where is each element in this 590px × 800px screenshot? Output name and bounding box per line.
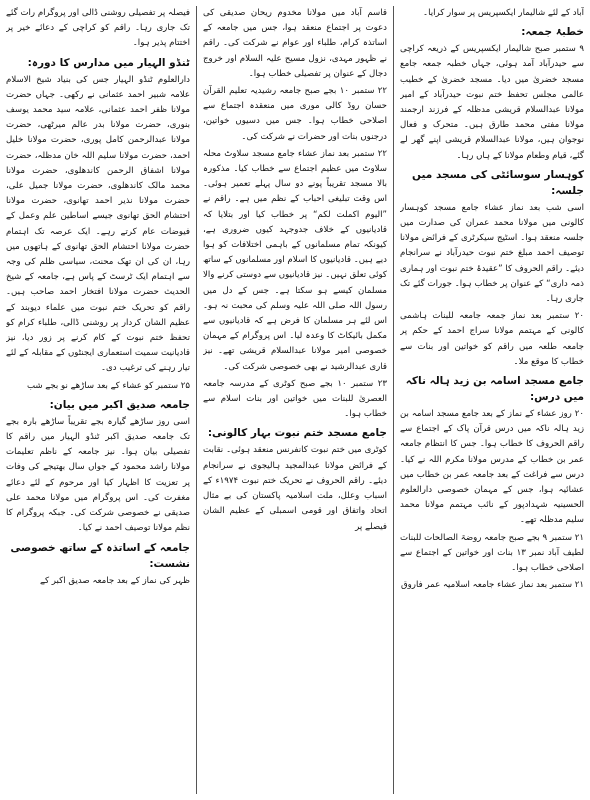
paragraph: اسی روز ساڑھے گیارہ بجے تقریباً ساڑھے بارہ بجے تک جامعہ صدیق اکبر ٹنڈو الہیار میں راقم کا تفصیلی بیان ہوا۔ نیز جامعہ کے ناظم تعلیمات مولانا راشد محمود کے جواں سال بھتیجے کی وفات پر تعزیت کا اظہار کیا اور مرحوم کے لئے دعائے مغفرت کی۔ اس پروگرام میں مولانا محمد علی صدیقی نے خصوصی شرکت کی۔ جبکہ پروگرام کا نظم مولانا توصیف احمد نے کیا۔ [6, 416, 190, 534]
section-heading: خطبۂ جمعہ: [521, 26, 584, 39]
paragraph: آباد کے لئے شالیمار ایکسپریس پر سوار کرایا۔ [423, 8, 584, 18]
column-divider [196, 6, 197, 794]
paragraph: ۹ ستمبر صبح شالیمار ایکسپریس کے ذریعہ کراچی سے حیدرآباد آمد ہوئی، جہاں خطبہ جمعہ جامع مسجد خضریٰ میں دیا۔ مسجد خضریٰ کے خطیب عالمی مجلس تحفظ ختم نبوت حیدرآباد کے امیر مولانا عبدالسلام قریشی مدظلہ کے فرزند ارجمند مولانا مفتی محمد طارق ہیں۔ متحرک و فعال نوجوان ہیں، مولانا عبدالسلام قریشی اپنے گھر لے گئے، قیام وطعام مولانا کے ہاں رہا۔ [400, 44, 584, 161]
paragraph: ظہر کی نماز کے بعد جامعہ صدیق اکبر کے [39, 575, 190, 586]
paragraph: ۲۱ ستمبر ۹ بجے صبح جامعہ روضۃ الصالحات للبنات لطیف آباد نمبر ۱۳ بنات اور خواتین کے اجتماع سے اصلاحی خطاب ہوا۔ [400, 532, 584, 574]
section-heading: جامع مسجد ختم نبوت بہار کالونی: [207, 427, 387, 440]
section-heading: جامعہ صدیق اکبر میں بیان: [49, 398, 190, 411]
paragraph: ۲۲ ستمبر بعد نماز عشاء جامع مسجد سلاوٹ محلہ سلاوٹ میں عظیم اجتماع سے خطاب کیا۔ مذکورہ بالا مسجد تقریباً پونے دو سال پہلے تعمیر ہوئی۔ اس وقت تبلیغی احباب کے نظم میں ہے۔ راقم نے ”الیوم اکملت لکم“ پر خطاب کیا اور بتلایا کہ قادیانیوں کے خلاف جدوجہد کیوں ضروری ہے، کیونکہ تمام مسلمانوں کے باہمی اختلافات کو ہوا دیے ہیں۔ قادیانیوں کا اسلام اور مسلمانوں کے ساتھ کوئی تعلق نہیں۔ نیز قادیانیوں سے دوستی کرنے والا مسلمان کیسے ہو سکتا ہے۔ جس کے دل میں رسول اللہ صلی اللہ علیہ وسلم کی محبت نہ ہو۔ اس لئے ہر مسلمان کا فرض ہے کہ قادیانیوں سے مکمل بائیکاٹ کا وعدہ لیا۔ اس پروگرام کے مہمان خصوصی امیر مولانا عبدالسلام قریشی تھے۔ نیز قاری عبدالرشید نے بھی خصوصی شرکت کی۔ [203, 148, 387, 372]
column-middle [203, 6, 387, 794]
paragraph: ۲۳ ستمبر ۱۰ بجے صبح کوٹری کے مدرسہ جامعہ العصریٰ للبنات میں خواتین اور بنات اسلام سے خطاب ہوا۔ [203, 378, 387, 420]
paragraph: ۲۱ ستمبر بعد نماز عشاء جامعہ اسلامیہ عمر فاروق [400, 580, 584, 591]
column-right [400, 6, 584, 794]
paragraph: کوٹری میں ختم نبوت کانفرنس منعقد ہوئی۔ نقابت کے فرائض مولانا عبدالمجید ہالیجوی نے سرانجام دیئے۔ راقم الحروف نے تحریک ختم نبوت ۱۹۷۴ء کے اسباب وعلل، ملت اسلامیہ پاکستان کی بے مثال اتحاد واتفاق اور قومی اسمبلی کے عظیم الشان فیصلے پر [203, 445, 387, 532]
column-divider [393, 6, 394, 794]
paragraph: فیصلہ پر تفصیلی روشنی ڈالی اور پروگرام رات گئے تک جاری رہا۔ راقم کو کراچی کے دعائے خیر پر اختتام پذیر ہوا۔ [6, 8, 190, 49]
paragraph: ۲۵ ستمبر کو عشاء کے بعد ساڑھے نو بجے شب [26, 380, 190, 391]
section-heading: کوہسار سوسائٹی کی مسجد میں جلسہ: [412, 168, 584, 197]
section-heading: ٹنڈو الہیار میں مدارس کا دورہ: [27, 56, 190, 69]
paragraph: قاسم آباد میں مولانا مخدوم ریحان صدیقی کی دعوت پر اجتماع منعقد ہوا، جس میں جامعہ کے اساتذہ کرام، طلباء اور عوام نے شرکت کی۔ راقم نے ظہور مہدی، نزول مسیح علیہ السلام اور خروج دجال کے عنوان پر تفصیلی خطاب ہوا۔ [203, 8, 387, 79]
paragraph: ۲۰ روز عشاء کے نماز کے بعد جامع مسجد اسامہ بن زید ہالہ ناکہ میں درس قرآن پاک کے اجتماع سے راقم الحروف کا خطاب ہوا۔ جس کا انتظام جامعہ عمر بن خطاب کے مدرس مولانا مکرم اللہ نے کیا۔ درس سے فراغت کے بعد جامعہ عمر بن خطاب میں عشائیہ ہوا، جس کے مہمان خصوصی دارالعلوم الحسینیہ شہدادپور کے نائب مہتمم مولانا محمد سلیم مدظلہ تھے۔ [400, 409, 584, 526]
section-heading: جامع مسجد اسامہ بن زید ہالہ ناکہ میں درس: [405, 375, 584, 404]
paragraph: ۲۲ ستمبر ۱۰ بجے صبح جامعہ رشیدیہ تعلیم القرآن حسان روڈ کالی موری میں منعقدہ اجتماع سے اصلاحی خطاب ہوا۔ جس میں دسیوں خواتین، درجنوں بنات اور حضرات نے شرکت کی۔ [203, 86, 387, 142]
section-heading: جامعہ کے اساتذہ کے ساتھ خصوصی نشست: [10, 541, 190, 570]
paragraph: اسی شب بعد نماز عشاء جامع مسجد کوہسار کالونی میں مولانا محمد عمران کی صدارت میں جلسہ منعقد ہوا۔ اسٹیج سیکرٹری کے فرائض مولانا توصیف احمد مبلغ ختم نبوت حیدرآباد نے سرانجام دیئے۔ راقم الحروف کا ”عقیدۂ ختم نبوت اور ہماری ذمہ داری“ کے عنوان پر خطاب ہوا۔ جورات گئے تک جاری رہا۔ [400, 202, 584, 305]
column-left [6, 6, 190, 794]
paragraph: دارالعلوم ٹنڈو الہیار جس کی بنیاد شیخ الاسلام علامہ شبیر احمد عثمانی نے رکھی۔ جہاں حضرت مولانا ظفر احمد عثمانی، علامہ سید محمد یوسف بنوری، حضرت مولانا بدر عالم میرٹھی، حضرت مولانا عبدالرحمن کامل پوری، حضرت مولانا خلیل احمد، حضرت مولانا سلیم اللہ خان مدظلہ، حضرت مولانا اشفاق الرحمن کاندھلوی، حضرت مولانا محمد مالک کاندھلوی، حضرت مولانا جمیل علی، حضرت مولانا نذیر احمد تھانوی، حضرت مولانا احتشام الحق تھانوی جیسے اساطین علم وعمل کے فیوضات عام کرتے رہے۔ ایک عرصہ تک اہتمام حضرت مولانا احتشام الحق تھانوی کے ہاتھوں میں رہا، ان کی ان تھک محنت، سیاسی ظلم کی وجہ سے اہتمام ایک ٹرسٹ کے پاس ہے، جامعہ کے شیخ الحدیث حضرت مولانا افتخار احمد صاحب ہیں۔ راقم کو تحریک ختم نبوت میں علماء دیوبند کے عظیم الشان کردار پر روشنی ڈالی، طلباء کرام کو تحفظ ختم نبوت کے کام کرنے پر زور دیا، نیز قادیانیت سمیت استعماری ایجنٹوں کے مقابلہ کے لئے تیار رہنے کی ترغیب دی۔ [6, 74, 190, 374]
paragraph: ۲۰ ستمبر بعد نماز جمعہ جامعہ للبنات ہاشمی کالونی کے مہتمم مولانا سراج احمد کے حکم پر جامعہ طلعہ میں راقم کو خواتین اور بنات سے خطاب کا موقع ملا۔ [400, 311, 584, 367]
